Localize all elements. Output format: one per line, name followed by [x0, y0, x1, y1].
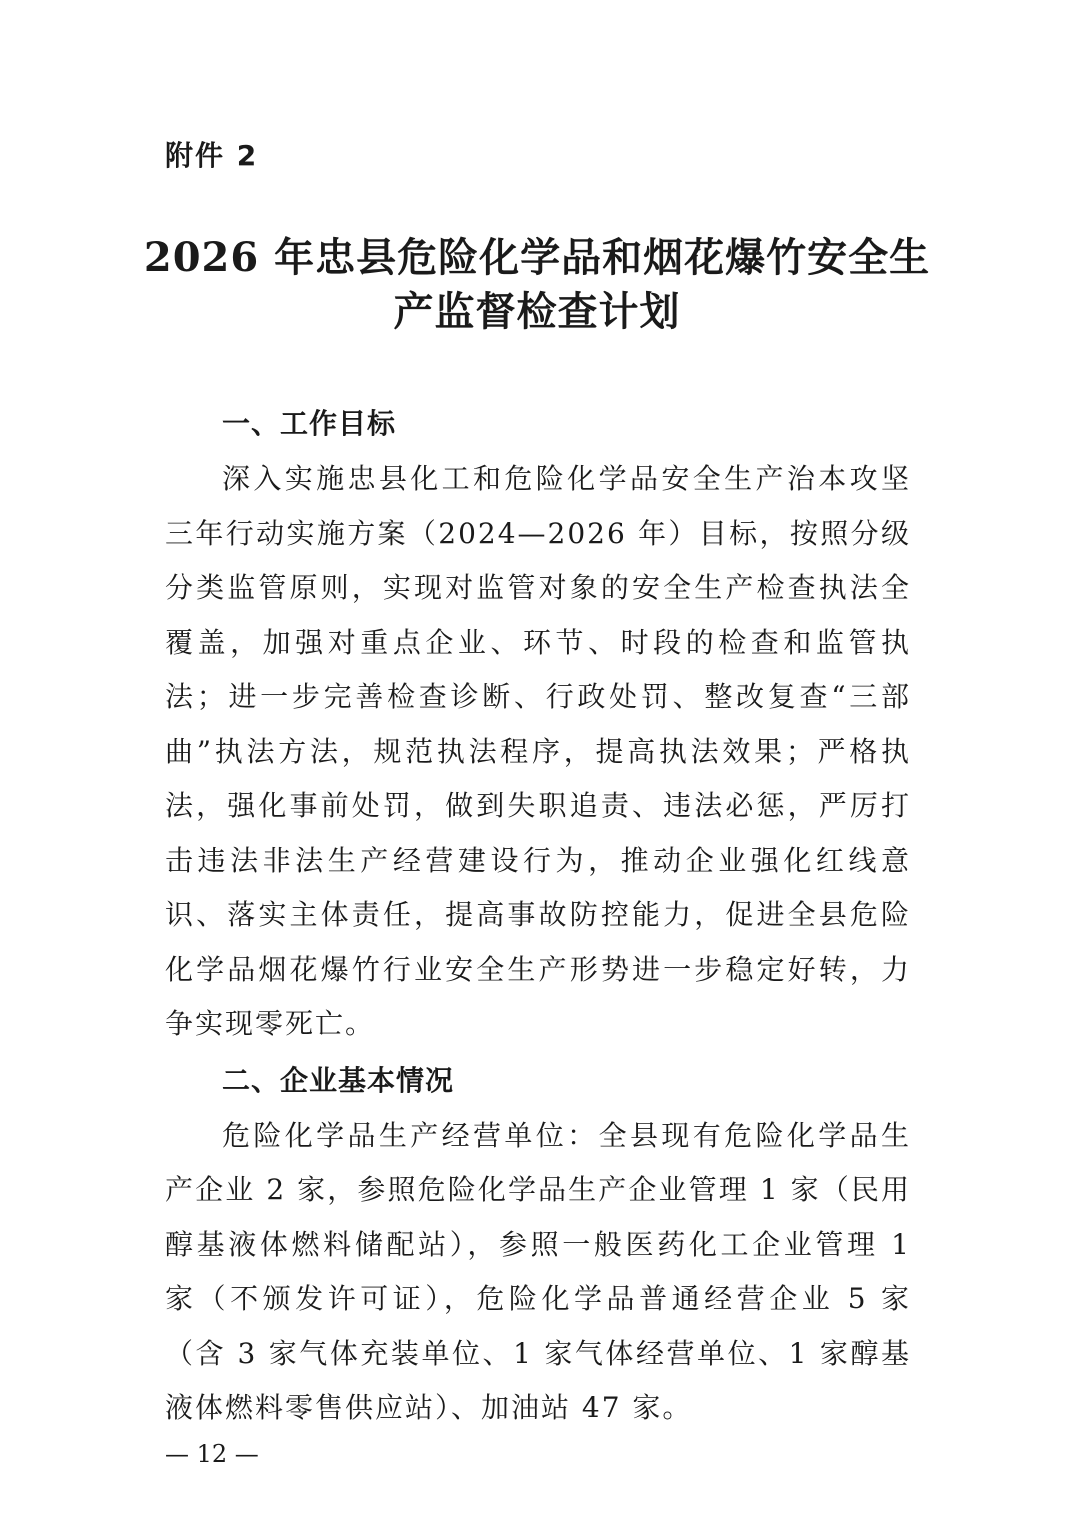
section-paragraph-goals: 深入实施忠县化工和危险化学品安全生产治本攻坚三年行动实施方案（2024—2026 年）目标，按照分级分类监管原则，实现对监管对象的安全生产检查执法全覆盖，加强对重点企业、环节、时段的检查和监管执法；进一步完善检查诊断、行政处罚、整改复查“三部曲”执法方法，规范执法程序，提高执法效果；严格执法，强化事前处罚，做到失职追责、违法必惩，严厉打击违法非法生产经营建设行为，推动企业强化红线意识、落实主体责任，提高事故防控能力，促进全县危险化学品烟花爆竹行业安全生产形势进一步稳定好转，力争实现零死亡。 — [165, 462, 911, 1040]
section-paragraph-enterprises: 危险化学品生产经营单位：全县现有危险化学品生产企业 2 家，参照危险化学品生产企业管理 1 家（民用醇基液体燃料储配站），参照一般医药化工企业管理 1 家（不颁发许可证），危险化学品普通经营企业 5 家（含 3 家气体充装单位、1 家气体经营单位、1 家醇基液体燃料零售供应站）、加油站 47 家。 — [165, 1118, 911, 1424]
section-heading-goals: 一、工作目标 — [222, 407, 397, 440]
page-number: — 12 — — [165, 1440, 259, 1468]
attachment-label: 附件 2 — [165, 139, 259, 172]
document-title-line-2: 产监督检查计划 — [393, 288, 681, 335]
section-heading-enterprises: 二、企业基本情况 — [222, 1063, 455, 1097]
document-body — [165, 395, 911, 1436]
document-title-line-1: 2026 年忠县危险化学品和烟花爆竹安全生 — [143, 234, 931, 281]
